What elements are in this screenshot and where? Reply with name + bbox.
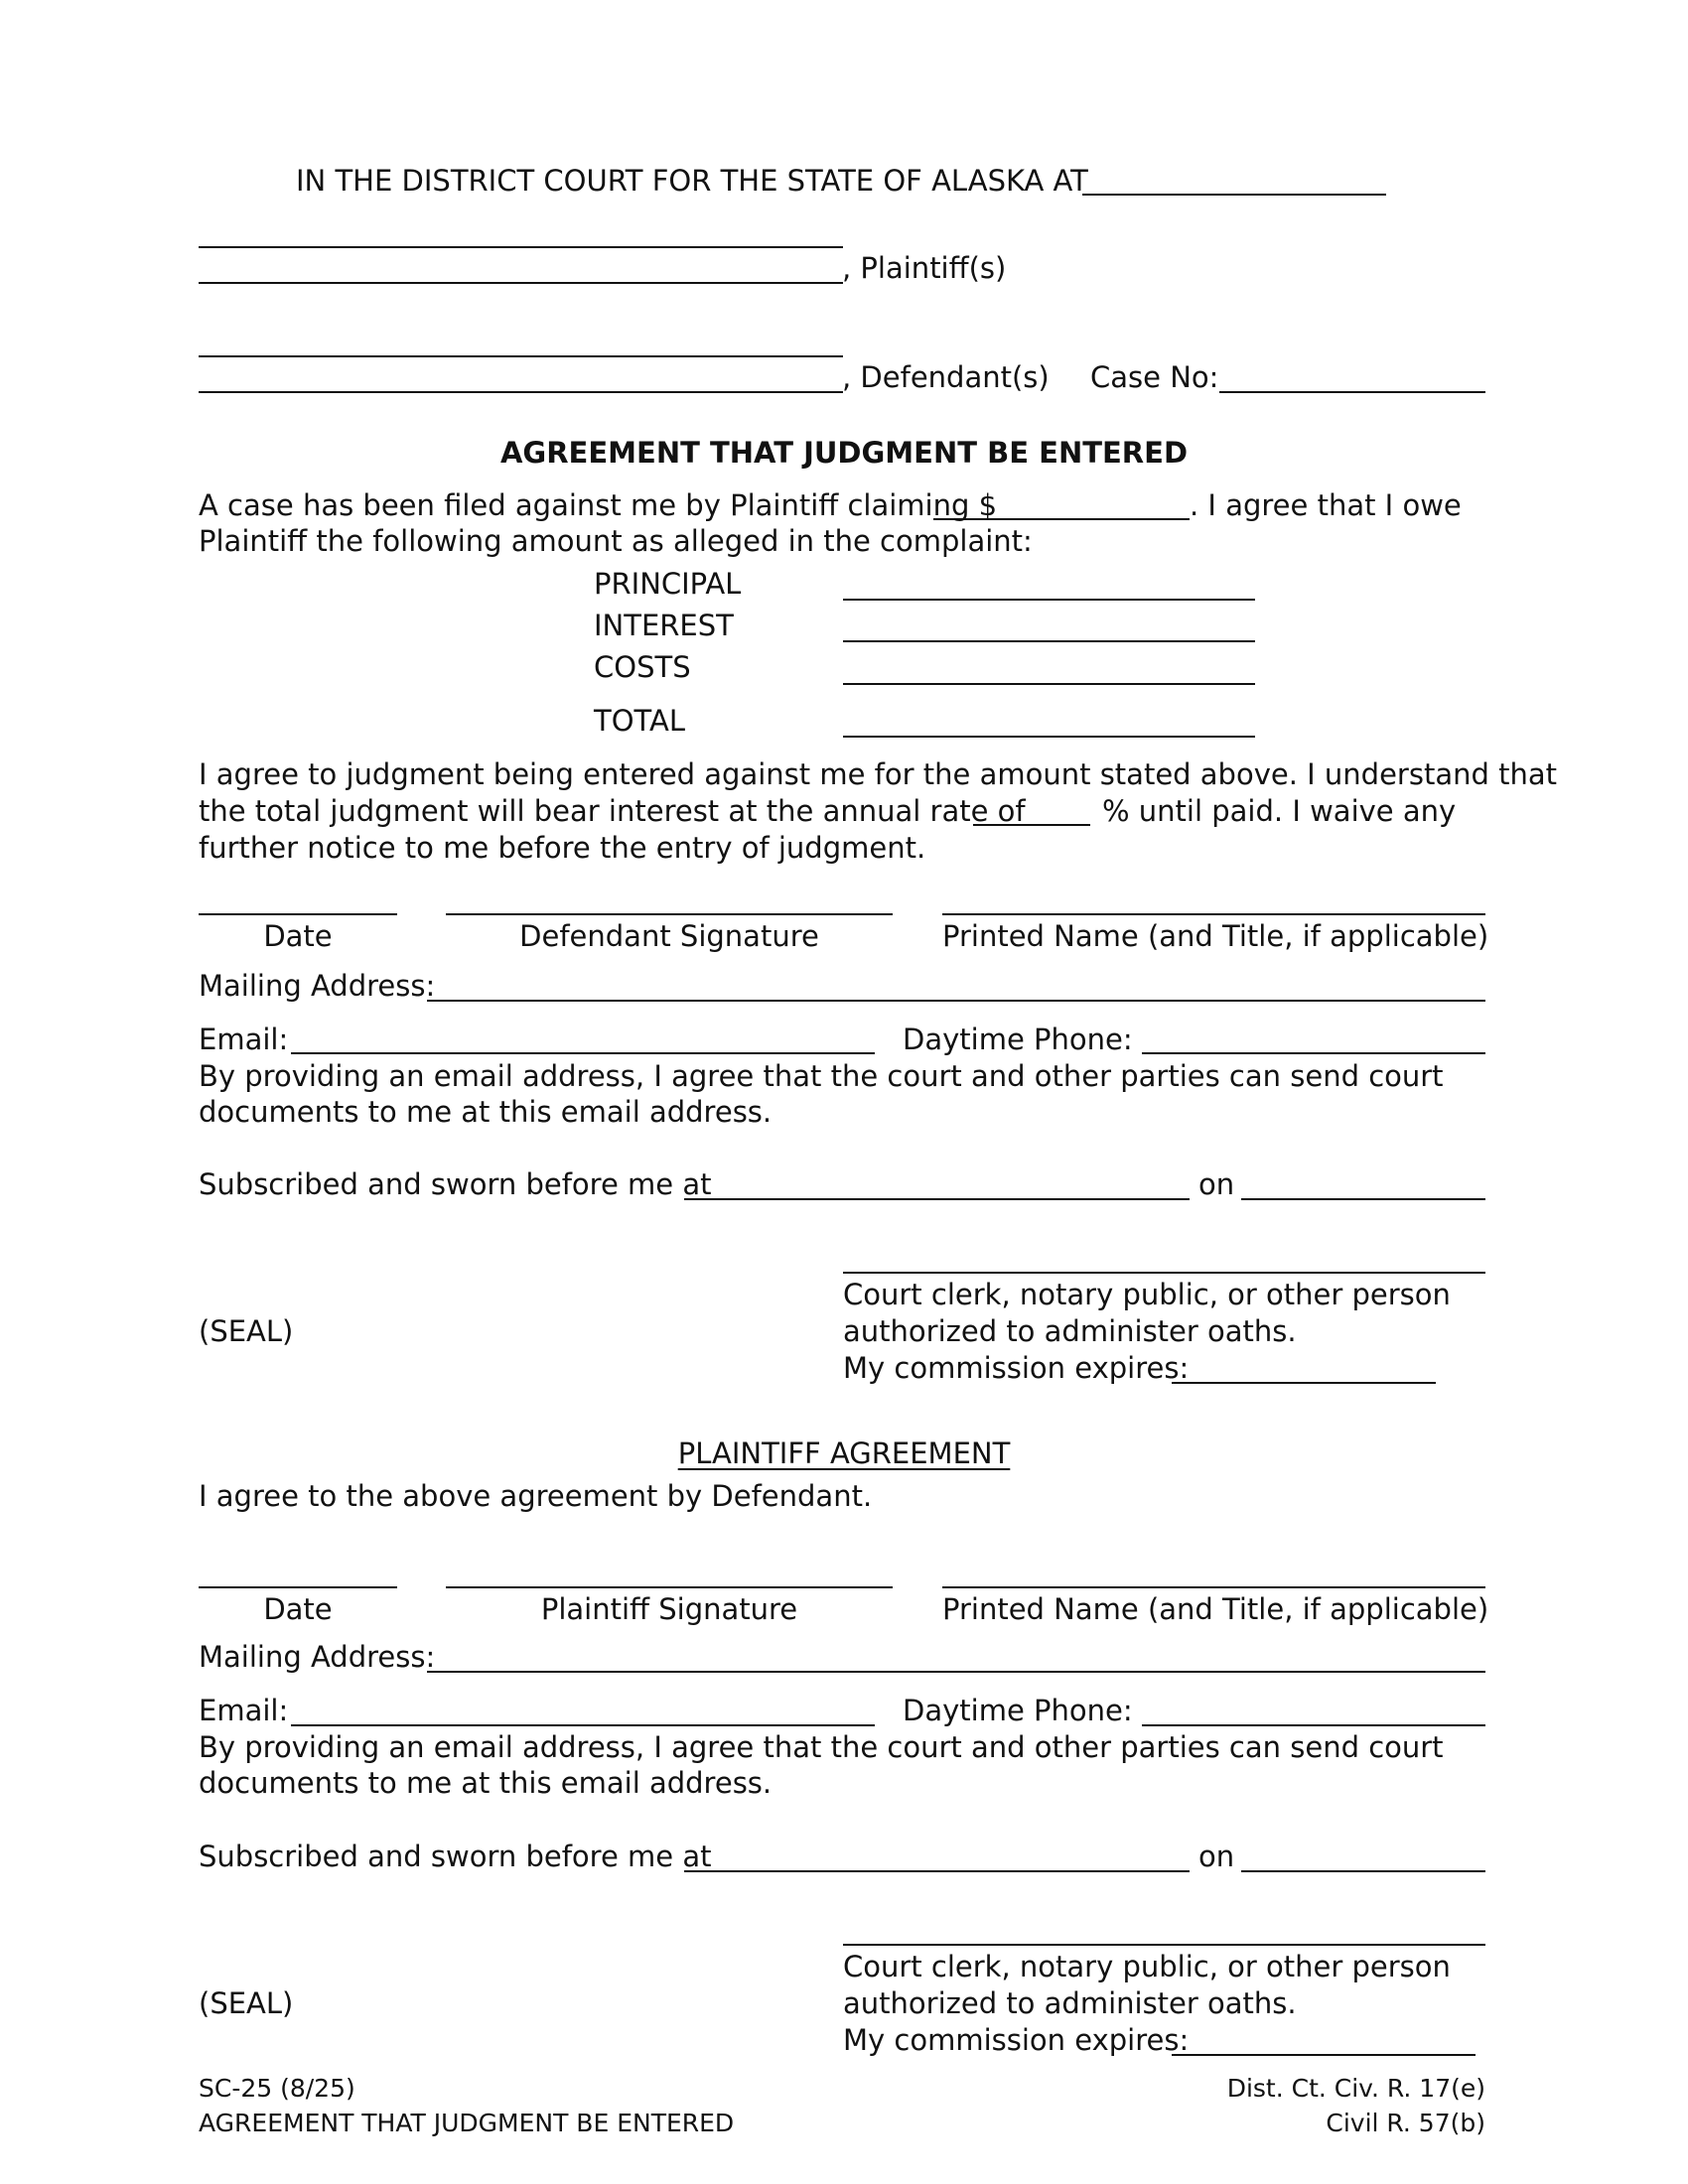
defendant-seal: (SEAL) bbox=[199, 1314, 294, 1348]
plaintiff-commission-label: My commission expires: bbox=[843, 2023, 1190, 2057]
form-title-footer: AGREEMENT THAT JUDGMENT BE ENTERED bbox=[199, 2109, 735, 2137]
interest-field[interactable] bbox=[843, 640, 1255, 642]
case-no-label: Case No: bbox=[1090, 360, 1219, 394]
defendant-phone-label: Daytime Phone: bbox=[903, 1023, 1133, 1056]
defendant-date-label: Date bbox=[263, 919, 333, 953]
defendant-sworn-place-field[interactable] bbox=[684, 1198, 1190, 1200]
costs-field[interactable] bbox=[843, 683, 1255, 685]
defendant-commission-label: My commission expires: bbox=[843, 1351, 1190, 1385]
plaintiff-consent-1: By providing an email address, I agree that the court and other parties can send court bbox=[199, 1730, 1444, 1764]
total-label: TOTAL bbox=[594, 704, 685, 738]
defendant-signature-field[interactable] bbox=[446, 913, 893, 915]
plaintiff-sworn-date-field[interactable] bbox=[1241, 1870, 1485, 1872]
claim-text-1b: . I agree that I owe bbox=[1190, 488, 1462, 522]
rule-reference-2: Civil R. 57(b) bbox=[1326, 2109, 1485, 2137]
judgment-text-3: further notice to me before the entry of judgment. bbox=[199, 831, 926, 865]
principal-label: PRINCIPAL bbox=[594, 567, 742, 601]
defendant-clerk-text-2: authorized to administer oaths. bbox=[843, 1314, 1297, 1348]
claim-amount-field[interactable] bbox=[933, 518, 1190, 520]
principal-field[interactable] bbox=[843, 599, 1255, 601]
plaintiff-on-label: on bbox=[1198, 1840, 1235, 1873]
plaintiff-phone-field[interactable] bbox=[1142, 1724, 1485, 1726]
plaintiff-printed-name-label: Printed Name (and Title, if applicable) bbox=[942, 1592, 1489, 1626]
form-id: SC-25 (8/25) bbox=[199, 2074, 355, 2103]
judgment-text-2a: the total judgment will bear interest at the annual rate of bbox=[199, 794, 1026, 828]
defendant-signature-label: Defendant Signature bbox=[519, 919, 819, 953]
plaintiff-clerk-text-2: authorized to administer oaths. bbox=[843, 1986, 1297, 2020]
plaintiff-email-label: Email: bbox=[199, 1694, 289, 1727]
plaintiff-label: , Plaintiff(s) bbox=[842, 251, 1007, 285]
plaintiff-consent-2: documents to me at this email address. bbox=[199, 1766, 773, 1800]
plaintiff-agreement-heading: PLAINTIFF AGREEMENT bbox=[677, 1436, 1011, 1470]
defendant-clerk-text-1: Court clerk, notary public, or other person bbox=[843, 1278, 1451, 1311]
defendant-consent-1: By providing an email address, I agree that the court and other parties can send court bbox=[199, 1059, 1444, 1093]
claim-text-1: A case has been filed against me by Plaintiff claiming $ bbox=[199, 488, 998, 522]
defendant-printed-name-label: Printed Name (and Title, if applicable) bbox=[942, 919, 1489, 953]
plaintiff-clerk-signature-field[interactable] bbox=[843, 1944, 1485, 1946]
plaintiff-date-label: Date bbox=[263, 1592, 333, 1626]
defendant-mailing-field[interactable] bbox=[427, 1000, 1485, 1002]
defendant-clerk-signature-field[interactable] bbox=[843, 1272, 1485, 1274]
defendant-name-field-2[interactable] bbox=[199, 391, 843, 393]
court-heading: IN THE DISTRICT COURT FOR THE STATE OF ALASKA AT bbox=[296, 164, 1088, 198]
plaintiff-signature-label: Plaintiff Signature bbox=[540, 1592, 798, 1626]
page-title: AGREEMENT THAT JUDGMENT BE ENTERED bbox=[499, 436, 1189, 470]
defendant-printed-name-field[interactable] bbox=[942, 913, 1485, 915]
defendant-on-label: on bbox=[1198, 1167, 1235, 1201]
costs-label: COSTS bbox=[594, 650, 691, 684]
defendant-commission-field[interactable] bbox=[1172, 1382, 1436, 1384]
plaintiff-mailing-field[interactable] bbox=[427, 1671, 1485, 1673]
plaintiff-name-field-2[interactable] bbox=[199, 282, 843, 284]
plaintiff-sworn-label: Subscribed and sworn before me at bbox=[199, 1840, 712, 1873]
interest-label: INTEREST bbox=[594, 609, 734, 642]
claim-text-2: Plaintiff the following amount as alleged in the complaint: bbox=[199, 524, 1033, 558]
plaintiff-email-field[interactable] bbox=[291, 1724, 875, 1726]
judgment-text-1: I agree to judgment being entered against me for the amount stated above. I understand that bbox=[199, 757, 1557, 791]
plaintiff-agreement-text: I agree to the above agreement by Defendant. bbox=[199, 1479, 873, 1513]
case-no-field[interactable] bbox=[1219, 391, 1485, 393]
defendant-date-field[interactable] bbox=[199, 913, 397, 915]
plaintiff-clerk-text-1: Court clerk, notary public, or other person bbox=[843, 1950, 1451, 1983]
plaintiff-seal: (SEAL) bbox=[199, 1986, 294, 2020]
interest-rate-field[interactable] bbox=[973, 824, 1090, 826]
plaintiff-sworn-place-field[interactable] bbox=[684, 1870, 1190, 1872]
defendant-consent-2: documents to me at this email address. bbox=[199, 1095, 773, 1129]
defendant-email-field[interactable] bbox=[291, 1052, 875, 1054]
court-location-field[interactable] bbox=[1082, 194, 1386, 196]
defendant-sworn-label: Subscribed and sworn before me at bbox=[199, 1167, 712, 1201]
plaintiff-signature-field[interactable] bbox=[446, 1586, 893, 1588]
defendant-label: , Defendant(s) bbox=[842, 360, 1050, 394]
plaintiff-phone-label: Daytime Phone: bbox=[903, 1694, 1133, 1727]
judgment-text-2b: % until paid. I waive any bbox=[1102, 794, 1457, 828]
defendant-email-label: Email: bbox=[199, 1023, 289, 1056]
plaintiff-printed-name-field[interactable] bbox=[942, 1586, 1485, 1588]
plaintiff-commission-field[interactable] bbox=[1172, 2054, 1476, 2056]
plaintiff-name-field-1[interactable] bbox=[199, 246, 843, 248]
rule-reference-1: Dist. Ct. Civ. R. 17(e) bbox=[1226, 2074, 1485, 2103]
plaintiff-date-field[interactable] bbox=[199, 1586, 397, 1588]
plaintiff-mailing-label: Mailing Address: bbox=[199, 1640, 436, 1674]
defendant-mailing-label: Mailing Address: bbox=[199, 969, 436, 1003]
defendant-phone-field[interactable] bbox=[1142, 1052, 1485, 1054]
defendant-sworn-date-field[interactable] bbox=[1241, 1198, 1485, 1200]
defendant-name-field-1[interactable] bbox=[199, 355, 843, 357]
total-field[interactable] bbox=[843, 736, 1255, 738]
